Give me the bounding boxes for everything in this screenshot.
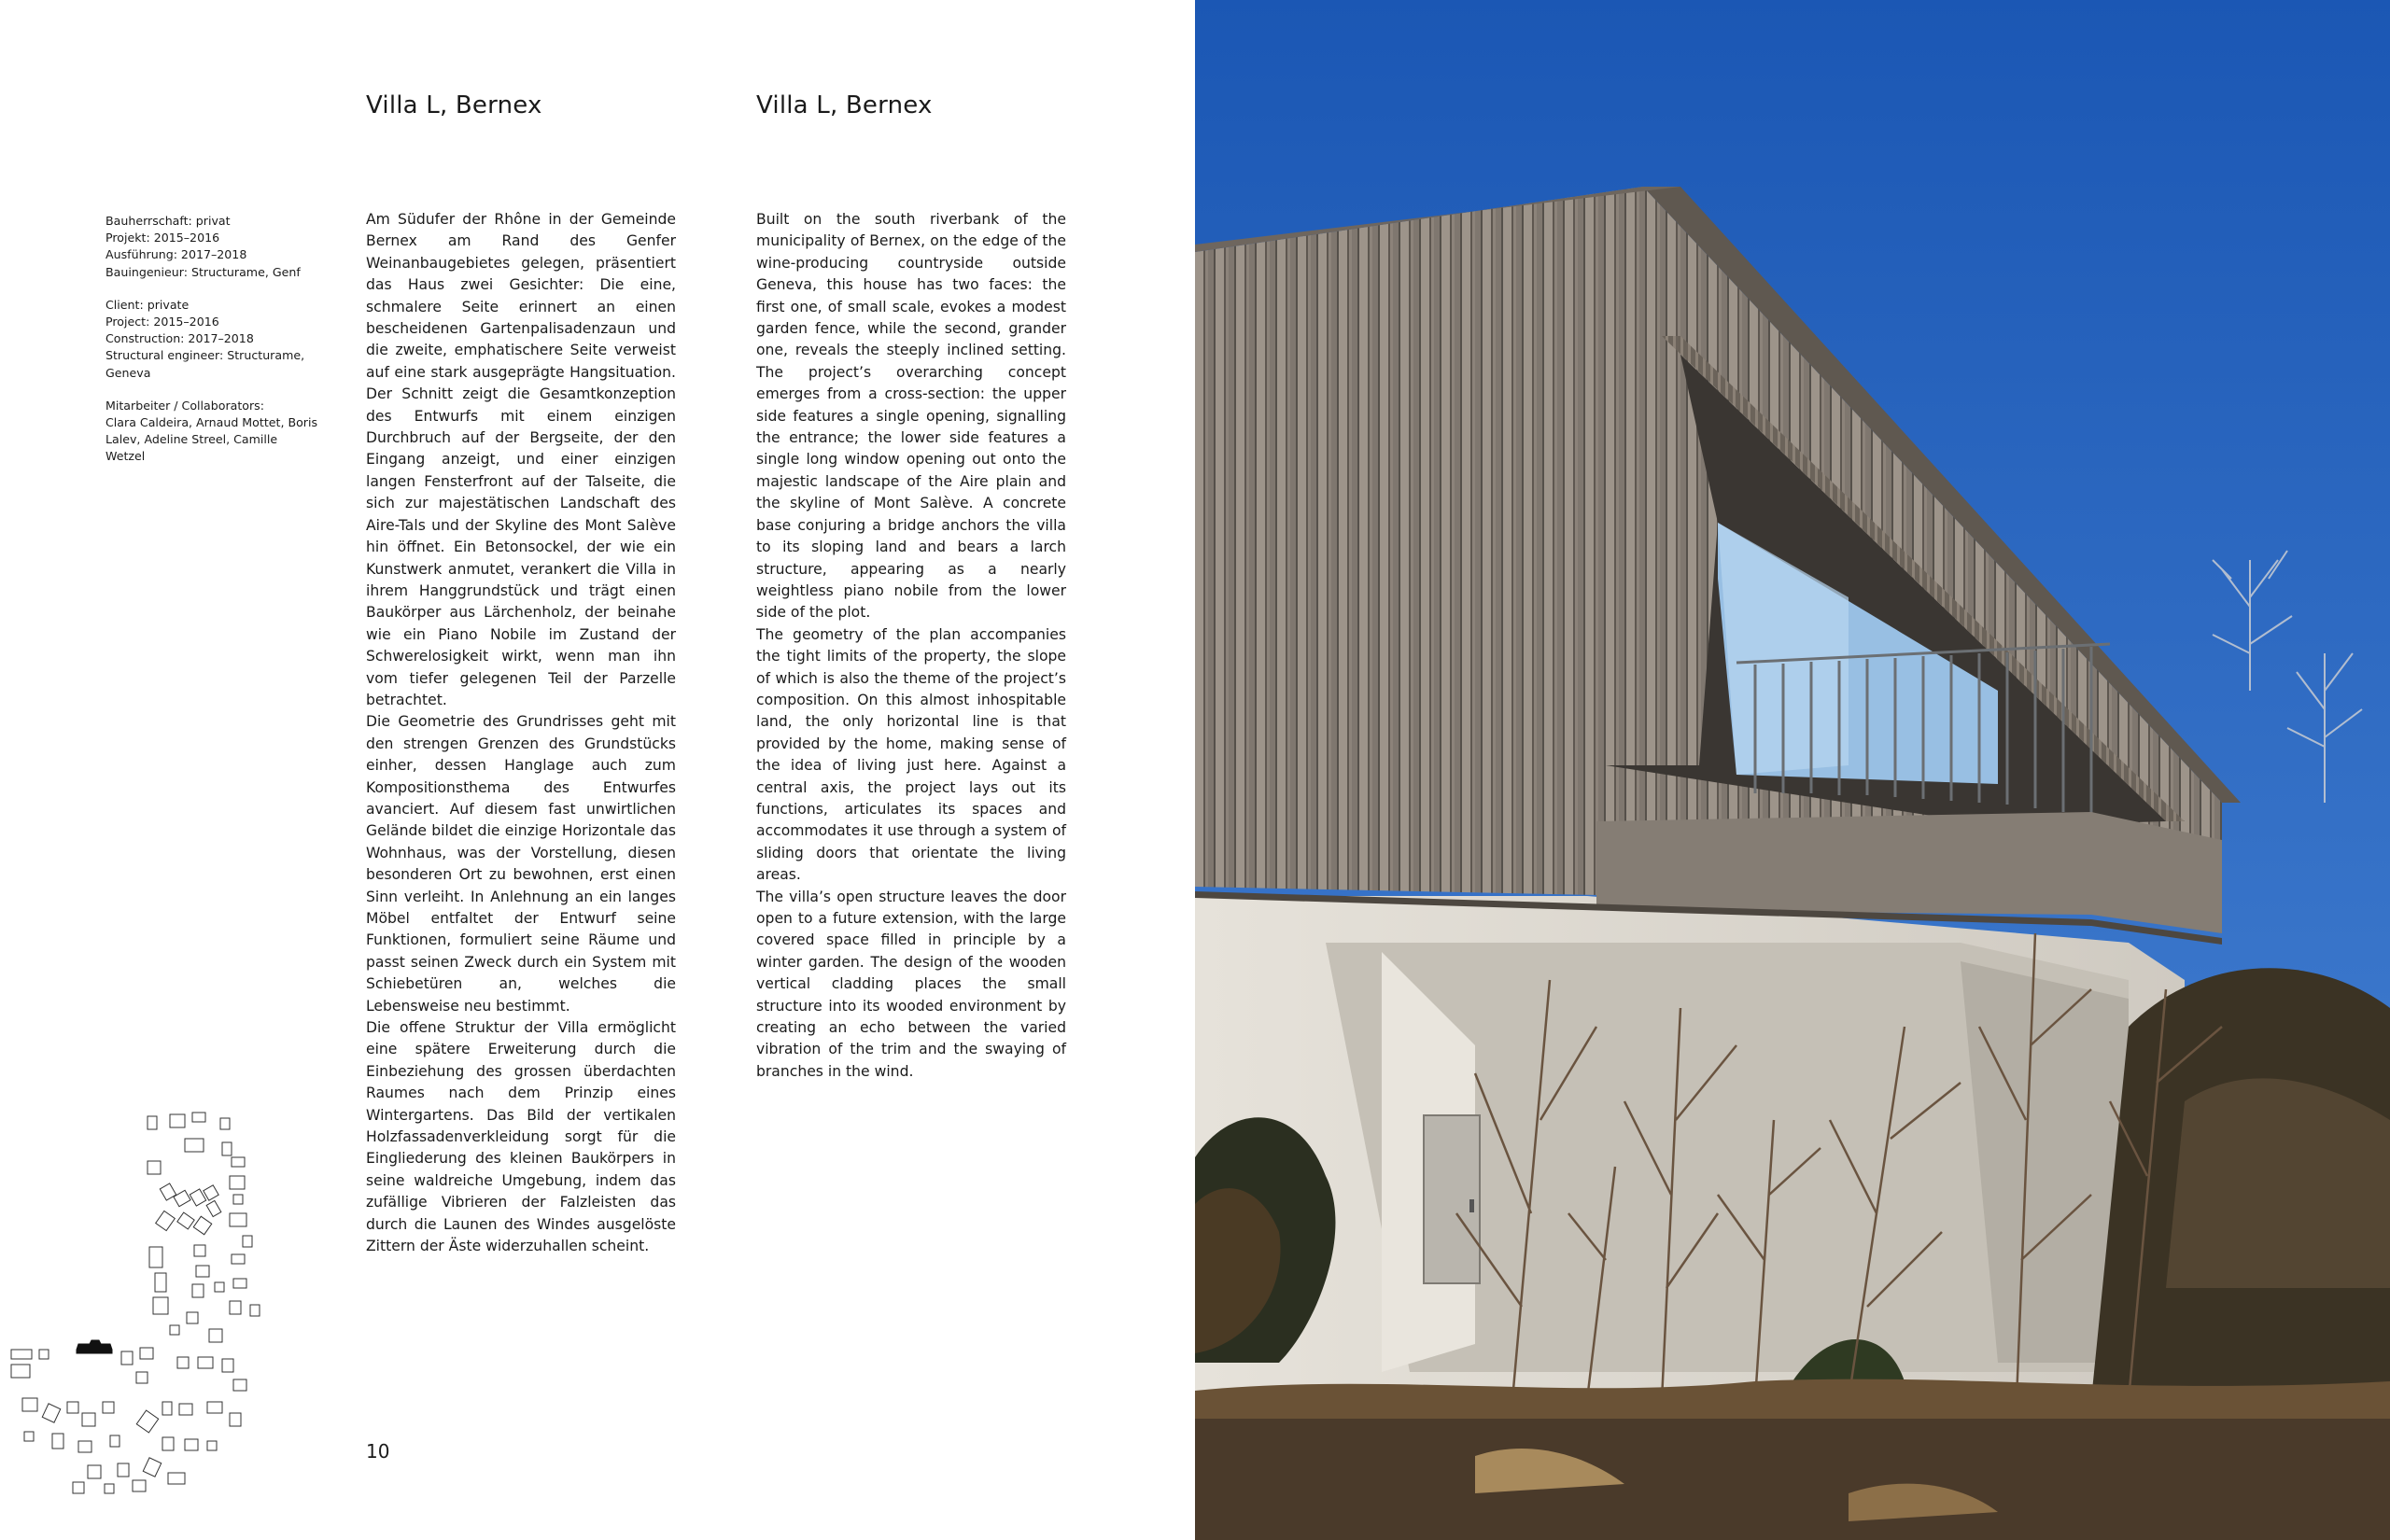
site-plan-villa-marker: [77, 1340, 112, 1353]
credit-line: Clara Caldeira, Arnaud Mottet, Boris: [105, 415, 318, 430]
credits-english: [105, 297, 320, 382]
credits-collaborators: [105, 398, 320, 466]
site-plan-drawing: [9, 1105, 327, 1497]
site-plan-buildings: [11, 1113, 260, 1493]
credit-line: Ausführung: 2017–2018: [105, 247, 247, 262]
paragraph: Die Geometrie des Grundrisses geht mit den strengen Grenzen des Grundstücks einher, dessen Hanglage auch zum Kompositionsthema des Entwurfes avanciert. Auf diesem fast unwirtlichen Gelände bildet die einzige Horizontale das Wohnhaus, was der Vorstellung, diesen besonderen Ort zu bewohnen, erst einen Sinn verleiht. In Anlehnung an ein langes Möbel entfaltet der Entwurf seine Funktionen, formuliert seine Räume und passt seinen Zweck durch ein System mit Schiebetüren an, welches die Lebensweise neu bestimmt.: [366, 713, 676, 1015]
body-text-english: [756, 209, 1066, 1083]
title-german: Villa L, Bernex: [366, 91, 542, 119]
title-english: Villa L, Bernex: [756, 91, 933, 119]
page-number: 10: [366, 1440, 390, 1463]
project-credits: [105, 213, 320, 482]
credit-line: Bauherrschaft: privat: [105, 214, 231, 228]
credit-line: Mitarbeiter / Collaborators:: [105, 398, 264, 413]
body-text-german: [366, 209, 676, 1258]
paragraph: Die offene Struktur der Villa ermöglicht eine spätere Erweiterung durch die Einbeziehung des grossen überdachten Raumes nach dem Prinzip eines Wintergartens. Das Bild der vertikalen Holzfassadenverkleidung sorgt für die Eingliederung des kleinen Baukörpers in seine waldreiche Umgebung, indem das zufällige Vibrieren der Falzleisten das durch die Launen des Windes ausgelöste Zittern der Äste widerzuhallen scheint.: [366, 1019, 676, 1255]
credit-line: Structural engineer: Structurame,: [105, 348, 305, 363]
credit-line: Lalev, Adeline Streel, Camille Wetzel: [105, 432, 278, 464]
paragraph: Am Südufer der Rhône in der Gemeinde Bernex am Rand des Genfer Weinanbaugebietes gelegen, präsentiert das Haus zwei Gesichter: Die eine, schmalere Seite erinnert an einen bescheidenen Gartenpalisadenzaun und die zweite, emphatischere Seite verweist auf eine stark ausgeprägte Hangsituation. Der Schnitt zeigt die Gesamtkonzeption des Entwurfs mit einem einzigen Durchbruch auf der Bergseite, der den Eingang anzeigt, und einer einzigen langen Fensterfront auf der Talseite, die sich zur majestätischen Landschaft des Aire-Tals und der Skyline des Mont Salève hin öffnet. Ein Betonsockel, der wie ein Kunstwerk anmutet, verankert die Villa in ihrem Hanggrundstück und trägt einen Baukörper aus Lärchenholz, der beinahe wie ein Piano Nobile im Zustand der Schwerelosigkeit wirkt, wenn man ihn vom tiefer gelegenen Teil der Parzelle betrachtet.: [366, 211, 676, 708]
credit-line: Projekt: 2015–2016: [105, 231, 220, 245]
concrete-base: [1195, 896, 2185, 1400]
right-page: [1195, 0, 2390, 1540]
villa-photo: [1195, 0, 2390, 1540]
credit-line: Bauingenieur: Structurame, Genf: [105, 264, 301, 279]
paragraph: Built on the south riverbank of the municipality of Bernex, on the edge of the wine-producing countryside outside Geneva, this house has two faces: the first one, of small scale, evokes a modest garden fence, while the second, grander one, reveals the steeply inclined setting. The project’s overarching concept emerges from a cross-section: the upper side features a single opening, signalling the entrance; the lower side features a single long window opening out onto the majestic landscape of the Aire plain and the skyline of Mont Salève. A concrete base conjuring a bridge anchors the villa to its sloping land and bears a larch structure, appearing as a nearly weightless piano nobile from the lower side of the plot.: [756, 211, 1066, 622]
paragraph: The geometry of the plan accompanies the tight limits of the property, the slope of which is also the theme of the project’s composition. On this almost inhospitable land, the only horizontal line is that provided by the home, making sense of the idea of living just here. Against a central axis, the project lays out its functions, articulates its spaces and accommodates it use through a system of sliding doors that orientate the living areas.: [756, 625, 1066, 884]
credit-line: Construction: 2017–2018: [105, 331, 254, 346]
credit-line: Client: private: [105, 297, 190, 312]
paragraph: The villa’s open structure leaves the door open to a future extension, with the large covered space filled in principle by a winter garden. The design of the wooden vertical cladding places the small structure into its wooded environment by creating an echo between the varied vibration of the trim and the swaying of branches in the wind.: [756, 888, 1066, 1080]
credits-german: [105, 213, 320, 281]
credit-line: Project: 2015–2016: [105, 315, 219, 329]
credit-line: Geneva: [105, 365, 151, 380]
